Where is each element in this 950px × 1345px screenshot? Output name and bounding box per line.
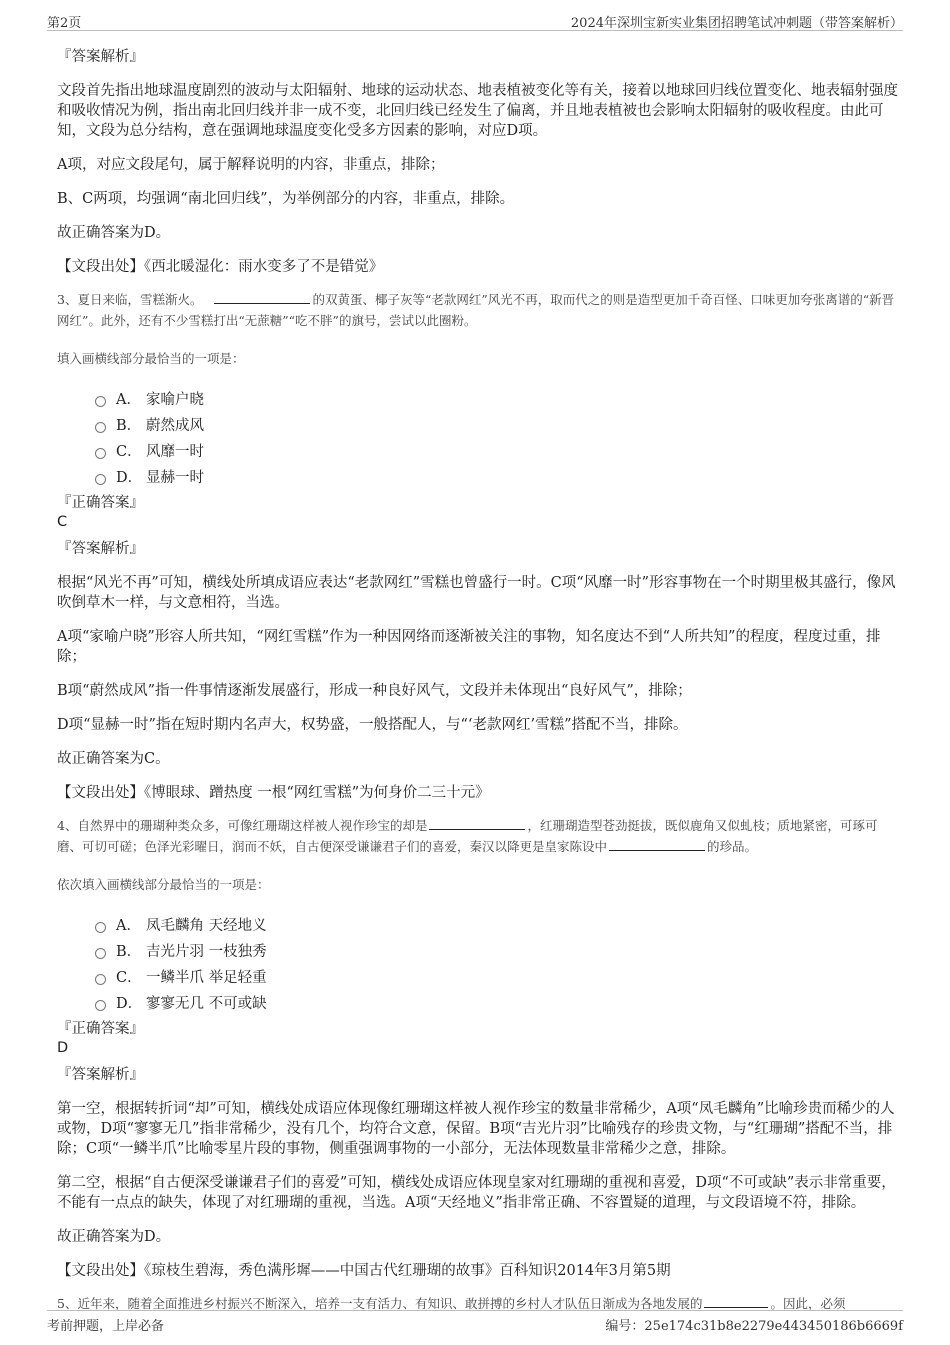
q4-analysis-para: 第二空，根据“自古便深受谦谦君子们的喜爱”可知，横线处成语应体现皇家对红珊瑚的重视和喜爱，D项“不可或缺”表示非常重要，不能有一点点的缺失，体现了对红珊瑚的重视，当选。A项“天经地义”指非常正确、不容置疑的道理，与文段语境不符，排除。: [57, 1175, 896, 1211]
document-id: 编号：25e174c31b8e2279e443450186b6669f: [605, 1319, 903, 1334]
page-footer: [47, 1310, 903, 1333]
q2-analysis-para: 故正确答案为D。: [57, 225, 171, 241]
correct-label: 『正确答案』: [57, 495, 144, 511]
q3-analysis-para: A项“家喻户晓”形容人所共知，“网红雪糕”作为一种因网络而逐渐被关注的事物，知名度达不到“人所共知”的程度，程度过重，排除；: [57, 629, 881, 665]
q3-option-b[interactable]: B． 蔚然成风: [95, 411, 899, 437]
q4-prompt: 依次填入画横线部分最恰当的一项是：: [57, 877, 270, 892]
q5-stem: 5、近年来，随着全面推进乡村振兴不断深入，培养一支有活力、有知识、敢拼搏的乡村人才队伍日渐成为各地发展的 。因此，必须: [57, 1296, 846, 1311]
page-number: 第2页: [47, 16, 82, 31]
radio-icon[interactable]: [95, 422, 106, 433]
q4-blank-1: [429, 817, 525, 830]
q3-analysis-para: 故正确答案为C。: [57, 751, 170, 767]
q4-answer: D: [57, 1040, 69, 1056]
q4-options: [95, 911, 899, 1015]
analysis-label: 『答案解析』: [57, 541, 144, 557]
analysis-label: 『答案解析』: [57, 49, 144, 65]
q3-option-d[interactable]: D． 显赫一时: [95, 463, 899, 489]
q4-option-b[interactable]: B． 吉光片羽 一枝独秀: [95, 937, 899, 963]
q3-analysis-para: D项“显赫一时”指在短时期内名声大，权势盛，一般搭配人，与“‘老款网红’雪糕”搭配不当，排除。: [57, 717, 688, 733]
radio-icon[interactable]: [95, 474, 106, 485]
q3-answer: C: [57, 514, 68, 530]
q2-source: 【文段出处】《西北暖湿化：雨水变多了不是错觉》: [57, 259, 384, 275]
q3-option-a[interactable]: A． 家喻户晓: [95, 385, 899, 411]
q4-option-a[interactable]: A． 凤毛麟角 天经地义: [95, 911, 899, 937]
q4-analysis-para: 第一空，根据转折词“却”可知，横线处成语应体现像红珊瑚这样被人视作珍宝的数量非常稀少，A项“凤毛麟角”比喻珍贵而稀少的人或物，D项“寥寥无几”指非常稀少，没有几个，均符合文意，保留。B项“吉光片羽”比喻残存的珍贵文物，与“红珊瑚”搭配不当，排除；C项“一鳞半爪”比喻零星片段的事物，侧重强调事物的一小部分，无法体现数量非常稀少之意，排除。: [57, 1101, 895, 1157]
page-content: [57, 47, 899, 1314]
q2-analysis-para: 文段首先指出地球温度剧烈的波动与太阳辐射、地球的运动状态、地表植被变化等有关，接着以地球回归线位置变化、地表辐射强度和吸收情况为例，指出南北回归线并非一成不变，北回归线已经发生了偏离，并且地表植被也会影响太阳辐射的吸收程度。由此可知，文段为总分结构，意在强调地球温度变化受多方因素的影响，对应D项。: [57, 83, 898, 139]
q3-analysis-para: B项“蔚然成风”指一件事情逐渐发展盛行，形成一种良好风气，文段并未体现出“良好风气”，排除；: [57, 683, 692, 699]
q3-prompt: 填入画横线部分最恰当的一项是：: [57, 351, 245, 366]
q3-blank: [214, 291, 310, 304]
document-title: 2024年深圳宝新实业集团招聘笔试冲刺题（带答案解析）: [570, 16, 903, 31]
q3-source: 【文段出处】《博眼球、蹭热度 一根“网红雪糕”为何身价二三十元》: [57, 785, 490, 801]
radio-icon[interactable]: [95, 396, 106, 407]
radio-icon[interactable]: [95, 922, 106, 933]
radio-icon[interactable]: [95, 1000, 106, 1011]
q3-analysis-para: 根据“风光不再”可知，横线处所填成语应表达“老款网红”雪糕也曾盛行一时。C项“风靡一时”形容事物在一个时期里极其盛行，像风吹倒草木一样，与文意相符，当选。: [57, 575, 896, 611]
q3-stem: 3、夏日来临，雪糕渐火。 的双黄蛋、椰子灰等“老款网红”风光不再，取而代之的则是造型更加千奇百怪、口味更加夸张离谱的“新晋网红”。此外，还有不少雪糕打出“无蔗糖”“吃不胖”的旗号，尝试以此圈粉。: [57, 292, 895, 328]
q3-option-c[interactable]: C． 风靡一时: [95, 437, 899, 463]
q2-analysis-para: B、C两项，均强调“南北回归线”，为举例部分的内容，非重点，排除。: [57, 191, 515, 207]
q4-analysis-para: 故正确答案为D。: [57, 1229, 171, 1245]
radio-icon[interactable]: [95, 448, 106, 459]
radio-icon[interactable]: [95, 948, 106, 959]
analysis-label: 『答案解析』: [57, 1067, 144, 1083]
q4-source: 【文段出处】《琼枝生碧海，秀色满彤墀——中国古代红珊瑚的故事》百科知识2014年3月第5期: [57, 1263, 671, 1279]
q4-blank-2: [609, 838, 705, 851]
correct-label: 『正确答案』: [57, 1021, 144, 1037]
q4-stem: 4、自然界中的珊瑚种类众多，可像红珊瑚这样被人视作珍宝的却是 ，红珊瑚造型苍劲挺拔，既似鹿角又似虬枝；质地紧密，可琢可磨、可切可磋；色泽光彩曜日，润而不妖，自古便深受谦谦君子们的喜爱，秦汉以降更是皇家陈设中 的珍品。: [57, 818, 878, 854]
q4-option-c[interactable]: C． 一鳞半爪 举足轻重: [95, 963, 899, 989]
q3-options: [95, 385, 899, 489]
q2-analysis-para: A项，对应文段尾句，属于解释说明的内容，非重点，排除；: [57, 157, 445, 173]
q4-option-d[interactable]: D． 寥寥无几 不可或缺: [95, 989, 899, 1015]
page-header: [47, 12, 903, 31]
footer-slogan: 考前押题，上岸必备: [47, 1319, 165, 1334]
q5-blank: [704, 1295, 768, 1308]
radio-icon[interactable]: [95, 974, 106, 985]
